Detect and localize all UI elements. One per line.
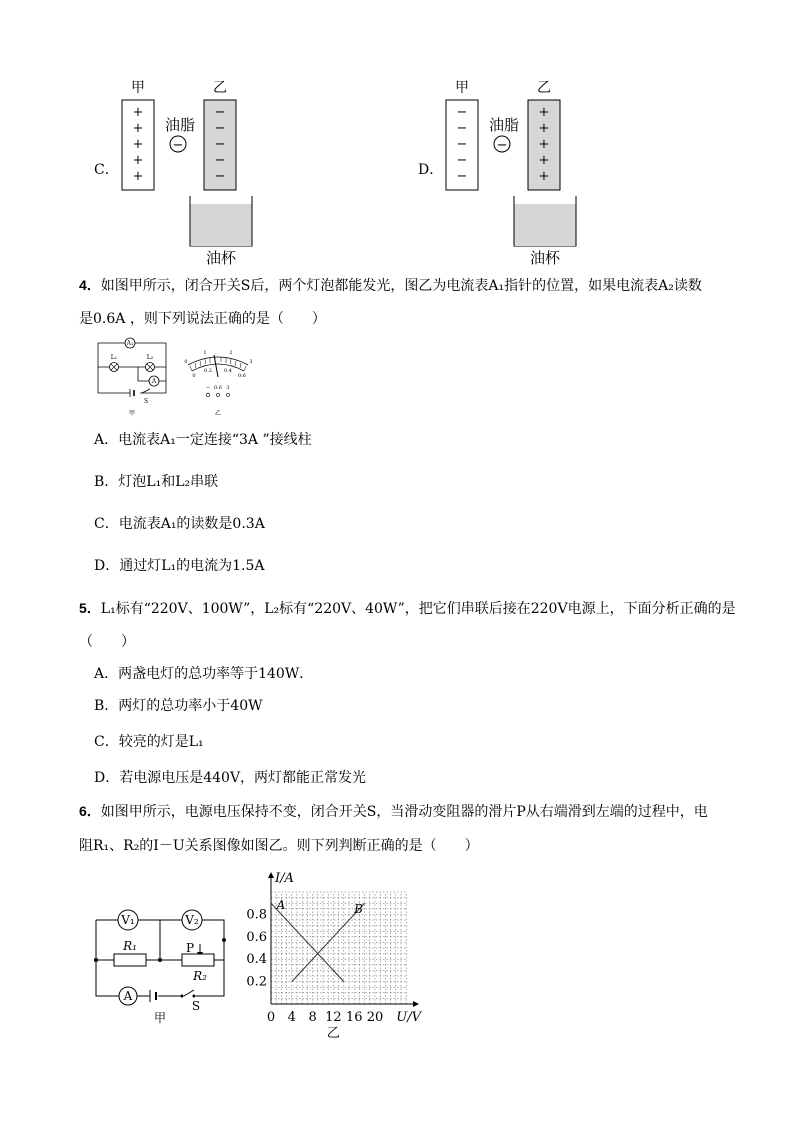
sign: + <box>132 153 144 168</box>
q6-circuit <box>90 900 240 1025</box>
option-letter: C． <box>94 162 119 178</box>
meter-top-tick: 0 <box>184 359 188 365</box>
q4-option-a[interactable]: A．电流表A₁一定连接“3A ”接线柱 <box>94 432 312 448</box>
terminal-label: − <box>205 385 211 391</box>
q4-option-d[interactable]: D．通过灯L₁的电流为1.5A <box>94 558 265 574</box>
sign: − <box>214 169 226 184</box>
y-axis-arrow <box>268 872 274 878</box>
sign: − <box>456 153 468 168</box>
lamp-l2-label: L₂ <box>146 354 154 361</box>
sign: − <box>456 137 468 152</box>
sign: + <box>132 121 144 136</box>
meter-top-tick: 2 <box>229 350 233 356</box>
q6-stem-line2: 阻R₁、R₂的I－U关系图像如图乙。则下列判断正确的是（ ） <box>79 838 479 854</box>
y-axis-label: I/A <box>275 871 294 886</box>
q5-stem-line1 <box>79 598 736 619</box>
label-yi: 乙 <box>213 80 227 96</box>
q5-stem-line2: （ ） <box>79 634 135 650</box>
series-label-B: B <box>354 902 364 917</box>
grease-sign: − <box>172 138 184 153</box>
sign: + <box>538 153 550 168</box>
caption-jia: 甲 <box>128 410 136 417</box>
y-tick-label: 0.2 <box>246 974 267 990</box>
label-jia: 甲 <box>455 80 469 96</box>
x-tick-label: 4 <box>287 1010 296 1025</box>
x-tick-label: 12 <box>325 1010 342 1025</box>
meter-top-tick: 3 <box>249 359 253 365</box>
caption-yi: 乙 <box>214 410 222 417</box>
stem-text: L₁标有“220V、100W”，L₂标有“220V、40W”，把它们串联后接在220V电源上，下面分析正确的是 <box>100 601 736 617</box>
grease-sign: − <box>496 138 508 153</box>
y-tick-label: 0.8 <box>246 907 267 923</box>
terminal-label: 0.6 <box>214 385 222 391</box>
sign: + <box>538 105 550 120</box>
q5-option-d[interactable]: D．若电源电压是440V，两灯都能正常发光 <box>94 770 367 786</box>
sign: + <box>132 169 144 184</box>
q4-option-c[interactable]: C．电流表A₁的读数是0.3A <box>94 516 265 532</box>
sign: − <box>214 105 226 120</box>
label-jia: 甲 <box>131 80 145 96</box>
meter-top-tick: 1 <box>203 350 207 356</box>
ammeter-a2-label: A <box>151 378 157 385</box>
y-tick-label: 0.6 <box>246 929 267 945</box>
chart-caption: 乙 <box>326 1026 340 1041</box>
q5-option-b[interactable]: B．两灯的总功率小于40W <box>94 698 263 714</box>
x-tick-label: 8 <box>308 1010 317 1025</box>
ammeter-label: A <box>123 989 133 1003</box>
sign: − <box>456 121 468 136</box>
q4-figure <box>90 337 270 422</box>
meter-bottom-tick: 0.4 <box>224 368 232 374</box>
sign: + <box>132 105 144 120</box>
sign: + <box>538 169 550 184</box>
sign: + <box>538 121 550 136</box>
meter-bottom-tick: 0.2 <box>204 368 212 374</box>
question-number: 5． <box>79 600 101 616</box>
q5-option-c[interactable]: C．较亮的灯是L₁ <box>94 734 204 750</box>
label-yi: 乙 <box>537 80 551 96</box>
rheostat-r2-label: R₂ <box>193 969 207 983</box>
x-axis-arrow <box>413 1001 419 1007</box>
sign: + <box>132 137 144 152</box>
series-label-A: A <box>276 898 286 913</box>
sign: − <box>214 153 226 168</box>
caption-jia: 甲 <box>153 1011 167 1025</box>
q6-iu-chart <box>245 868 421 1041</box>
terminal-label: 3 <box>226 385 230 391</box>
chart-labels <box>246 871 422 1041</box>
sign: − <box>214 121 226 136</box>
lamp-l1-label: L₁ <box>110 354 118 361</box>
q6-stem-line1 <box>79 801 708 822</box>
figure-option-d <box>414 70 614 265</box>
meter-bottom-tick: 0 <box>192 373 196 379</box>
question-number: 4． <box>79 277 101 293</box>
x-axis-label: U/V <box>396 1010 421 1025</box>
stem-text: 如图甲所示，闭合开关S后，两个灯泡都能发光，图乙为电流表A₁指针的位置，如果电流表A₂读数 <box>100 278 702 294</box>
question-number: 6． <box>79 803 101 819</box>
q4-stem-line1 <box>79 275 702 296</box>
x-tick-label: 20 <box>366 1010 384 1025</box>
sign: − <box>456 105 468 120</box>
x-tick-label: 0 <box>266 1010 276 1025</box>
q4-stem-line2: 是0.6A ，则下列说法正确的是（ ） <box>79 311 326 327</box>
meter-bottom-tick: 0.6 <box>238 373 246 379</box>
chart-grid <box>271 892 406 1004</box>
resistor-r1-label: R₁ <box>123 939 137 953</box>
grease-label: 油脂 <box>164 116 196 134</box>
stem-text: 如图甲所示，电源电压保持不变，闭合开关S，当滑动变阻器的滑片P从右端滑到左端的过程中，电 <box>100 804 708 820</box>
grease-label: 油脂 <box>488 116 520 134</box>
sign: − <box>214 137 226 152</box>
slider-p-label: P <box>185 941 195 955</box>
voltmeter-v2-label: V₂ <box>185 913 199 927</box>
switch-label: S <box>191 999 201 1013</box>
oil <box>515 204 576 246</box>
option-letter: D． <box>418 162 444 178</box>
y-tick-label: 0.4 <box>246 952 267 968</box>
q5-option-a[interactable]: A．两盏电灯的总功率等于140W． <box>94 666 314 682</box>
cup-label: 油杯 <box>529 249 561 267</box>
sign: + <box>538 137 550 152</box>
figure-option-c <box>90 70 290 265</box>
q4-option-b[interactable]: B．灯泡L₁和L₂串联 <box>94 474 219 490</box>
sign: − <box>456 169 468 184</box>
oil <box>191 204 252 246</box>
voltmeter-v1-label: V₁ <box>121 913 135 927</box>
chart-axes <box>268 872 419 1007</box>
cup-label: 油杯 <box>205 249 237 267</box>
switch-label: S <box>143 398 149 405</box>
x-tick-label: 16 <box>345 1010 363 1025</box>
ammeter-a1-label: A₁ <box>126 340 134 347</box>
